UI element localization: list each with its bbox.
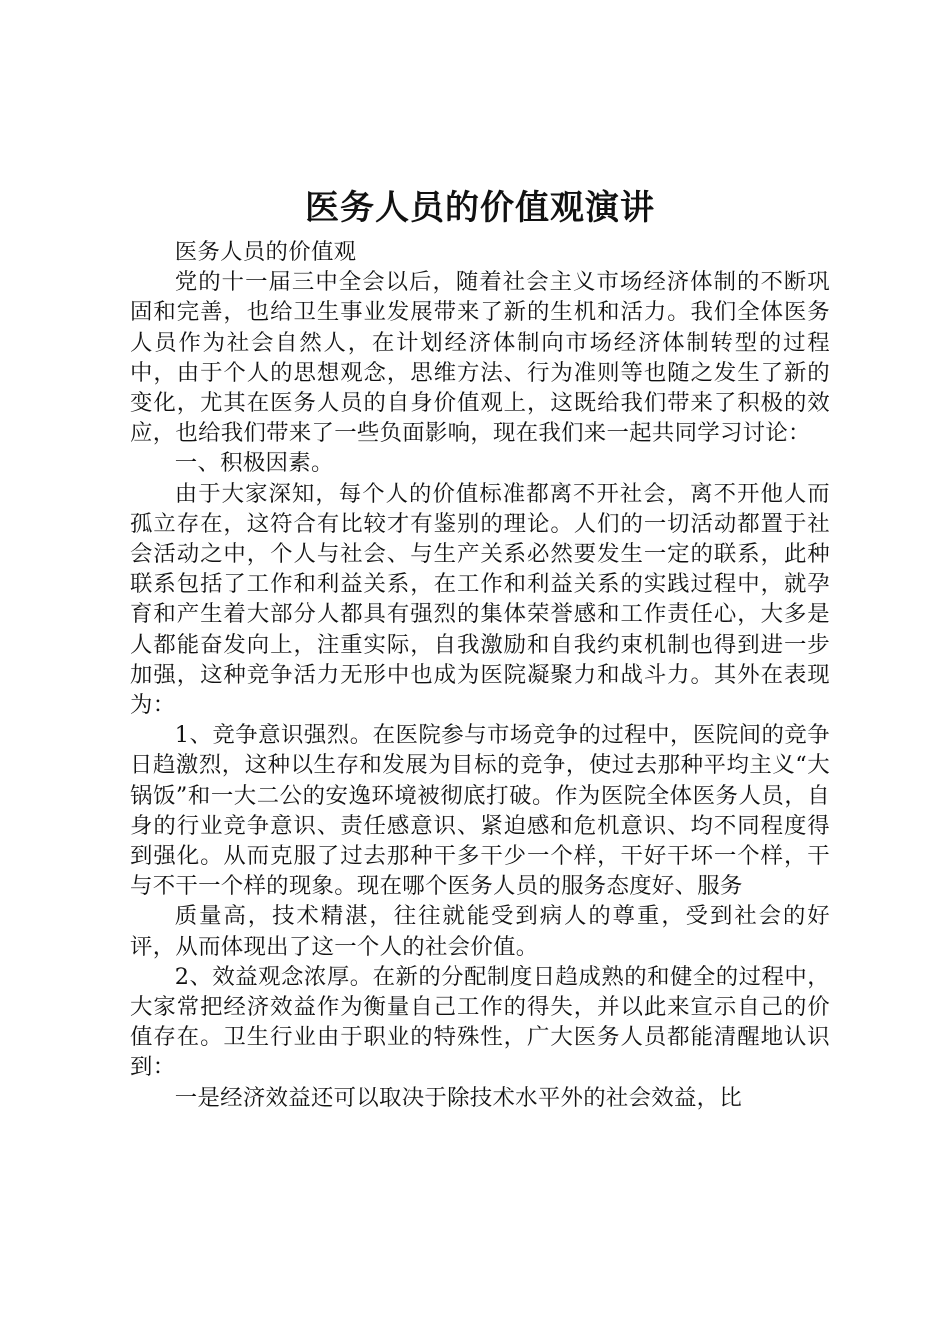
body-paragraph-competition: 1、竞争意识强烈。在医院参与市场竞争的过程中，医院间的竞争日趋激烈，这种以生存和发展为目标的竞争，使过去那种平均主义“大锅饭”和一大二公的安逸环境被彻底打破。作为医院全体医务人员，自身的行业竞争意识、责任感意识、紧迫感和危机意识、均不同程度得到强化。从而克服了过去那种干多干少一个样，干好干坏一个样，干与不干一个样的现象。现在哪个医务人员的服务态度好、服务: [130, 722, 830, 900]
subtitle-paragraph: 医务人员的价值观: [174, 239, 357, 265]
document-body: [130, 237, 830, 1113]
body-paragraph-continuation: 质量高，技术精湛，往往就能受到病人的尊重，受到社会的好评，从而体现出了这一个人的社会价值。: [130, 903, 830, 960]
body-paragraph-last: 一是经济效益还可以取决于除技术水平外的社会效益，比: [174, 1084, 743, 1111]
body-paragraph: 由于大家深知，每个人的价值标准都离不开社会，离不开他人而孤立存在，这符合有比较才有鉴别的理论。人们的一切活动都置于社会活动之中，个人与社会、与生产关系必然要发生一定的联系，此种联系包括了工作和利益关系，在工作和利益关系的实践过程中，就孕育和产生着大部分人都具有强烈的集体荣誉感和工作责任心，大多是人都能奋发向上，注重实际，自我激励和自我约束机制也得到进一步加强，这种竞争活力无形中也成为医院凝聚力和战斗力。其外在表现为：: [130, 480, 830, 719]
intro-paragraph: 党的十一届三中全会以后，随着社会主义市场经济体制的不断巩固和完善，也给卫生事业发展带来了新的生机和活力。我们全体医务人员作为社会自然人，在计划经济体制向市场经济体制转型的过程中，由于个人的思想观念，思维方法、行为准则等也随之发生了新的变化，尤其在医务人员的自身价值观上，这既给我们带来了积极的效应，也给我们带来了一些负面影响，现在我们来一起共同学习讨论：: [130, 269, 830, 447]
section-heading-positive-factors: 一、积极因素。: [174, 450, 334, 477]
document-title: 医务人员的价值观演讲: [305, 188, 655, 228]
document-page: [130, 0, 830, 1344]
body-paragraph-efficiency: 2、效益观念浓厚。在新的分配制度日趋成熟的和健全的过程中，大家常把经济效益作为衡量自己工作的得失，并以此来宣示自己的价值存在。卫生行业由于职业的特殊性，广大医务人员都能清醒地认识到：: [130, 963, 830, 1081]
